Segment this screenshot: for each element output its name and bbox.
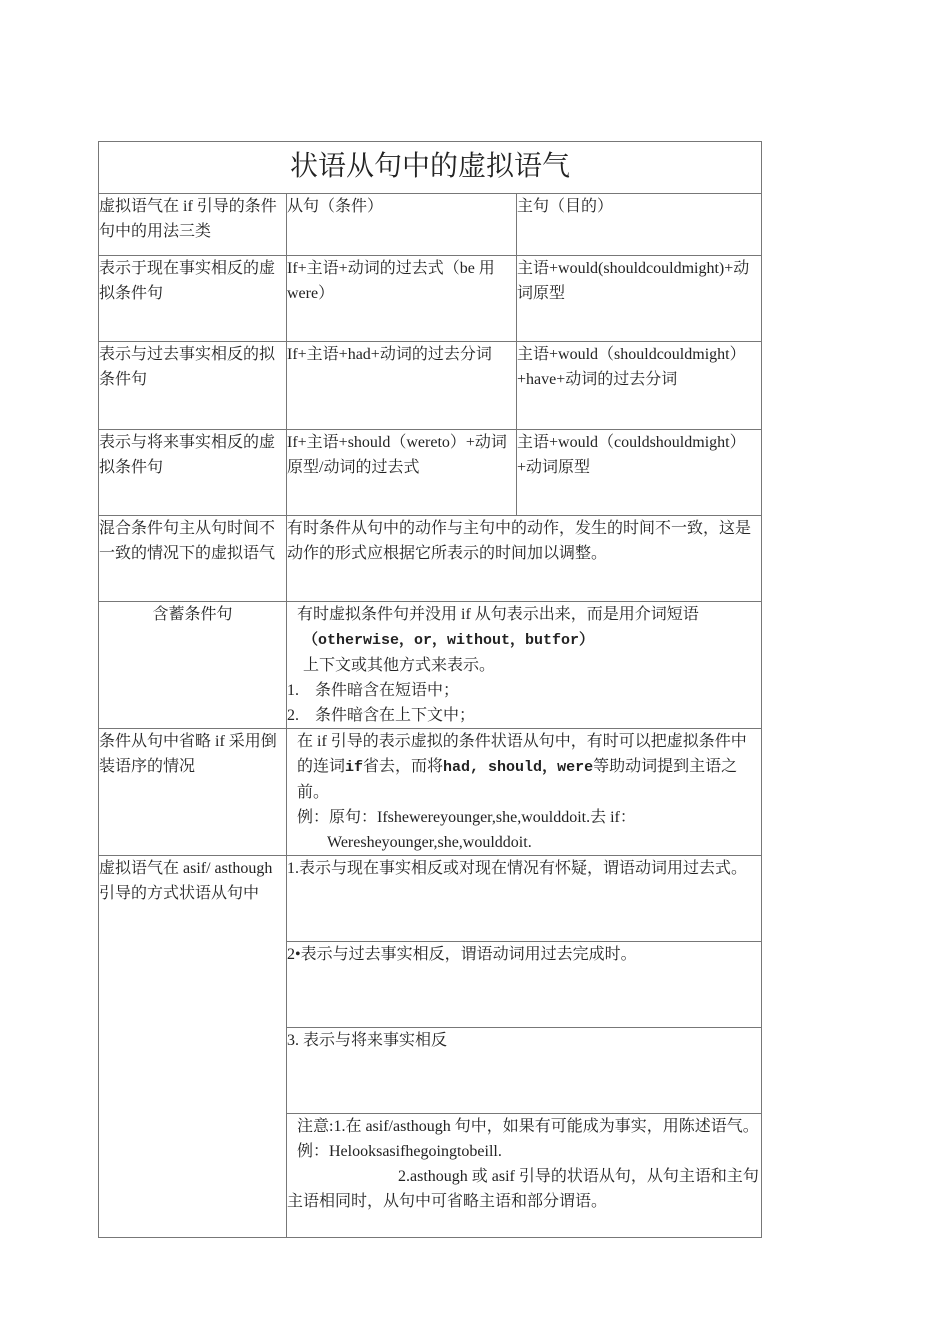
grammar-table [98, 141, 762, 1238]
row-main: 主语+would（shouldcouldmight）+have+动词的过去分词 [517, 342, 762, 430]
page-title: 状语从句中的虚拟语气 [99, 142, 762, 194]
asif-note2 [287, 1164, 761, 1214]
inversion-p3: 等助动词提到主语之前。 [297, 758, 738, 801]
inversion-if: if [345, 759, 364, 776]
inversion-p1: 在 if 引导的表示虚拟的条件状语从句中，有时可以把虚拟条件中的连词 [297, 733, 747, 775]
row-clause: If+主语+had+动词的过去分词 [287, 342, 517, 430]
asif-label: 虚拟语气在 asif/ asthough 引导的方式状语从句中 [99, 856, 287, 1238]
row-label: 表示于现在事实相反的虚拟条件句 [99, 256, 287, 342]
mixed-text: 有时条件从句中的动作与主句中的动作，发生的时间不一致，这是动作的形式应根据它所表示的时间加以调整。 [287, 516, 762, 602]
row-main: 主语+would(shouldcouldmight)+动词原型 [517, 256, 762, 342]
list-item [287, 703, 761, 728]
inversion-row [99, 729, 762, 856]
inversion-aux: had, should，were [443, 759, 594, 776]
list-text: 条件暗含在短语中； [315, 682, 460, 699]
asif-note2-text: 2.asthough 或 asif 引导的状语从句，从句主语和主句主语相同时，从句中可省略主语和部分谓语。 [287, 1168, 759, 1210]
implicit-row [99, 602, 762, 729]
implicit-tail-line [287, 653, 761, 678]
implicit-label: 含蓄条件句 [99, 602, 287, 729]
table-row [99, 256, 762, 342]
table-header-row [99, 194, 762, 256]
inversion-example2: Weresheyounger,she,woulddoit. [327, 834, 532, 851]
implicit-words-line [287, 627, 761, 653]
list-text: 条件暗含在上下文中； [315, 707, 476, 724]
asif-row-1 [99, 856, 762, 942]
header-main: 主句（目的） [517, 194, 762, 256]
inversion-example: 例：原句：Ifshewereyounger,she,woulddoit.去 if： [297, 809, 636, 826]
asif-note [287, 1114, 762, 1238]
row-main: 主语+would（couldshouldmight）+动词原型 [517, 430, 762, 516]
list-item [287, 678, 761, 703]
asif-point1: 1.表示与现在事实相反或对现在情况有怀疑，谓语动词用过去式。 [287, 856, 762, 942]
header-label: 虚拟语气在 if 引导的条件句中的用法三类 [99, 194, 287, 256]
row-label: 表示与过去事实相反的拟条件句 [99, 342, 287, 430]
inversion-text [287, 729, 761, 805]
asif-point2: 2•表示与过去事实相反，谓语动词用过去完成时。 [287, 942, 762, 1028]
implicit-intro: 有时虚拟条件句并没用 if 从句表示出来，而是用介词短语 [297, 606, 699, 623]
row-label: 表示与将来事实相反的虚拟条件句 [99, 430, 287, 516]
list-num: 2. [287, 707, 299, 724]
asif-point3: 3. 表示与将来事实相反 [287, 1028, 762, 1114]
list-num: 1. [287, 682, 299, 699]
row-clause: If+主语+动词的过去式（be 用 were） [287, 256, 517, 342]
mixed-label: 混合条件句主从句时间不一致的情况下的虚拟语气 [99, 516, 287, 602]
mixed-row [99, 516, 762, 602]
asif-note1: 注意:1.在 asif/asthough 句中，如果有可能成为事实，用陈述语气。例：Helooksasifhegoingtobeill. [297, 1118, 759, 1160]
inversion-content [287, 729, 762, 856]
table-row [99, 430, 762, 516]
implicit-words: （otherwise，or，without，butfor） [303, 632, 595, 649]
table-row [99, 342, 762, 430]
header-clause: 从句（条件） [287, 194, 517, 256]
implicit-tail: 上下文或其他方式来表示。 [303, 657, 496, 674]
row-clause: If+主语+should（wereto）+动词原型/动词的过去式 [287, 430, 517, 516]
inversion-p2: 省去，而将 [363, 758, 444, 775]
implicit-content [287, 602, 762, 729]
inversion-label: 条件从句中省略 if 采用倒装语序的情况 [99, 729, 287, 856]
